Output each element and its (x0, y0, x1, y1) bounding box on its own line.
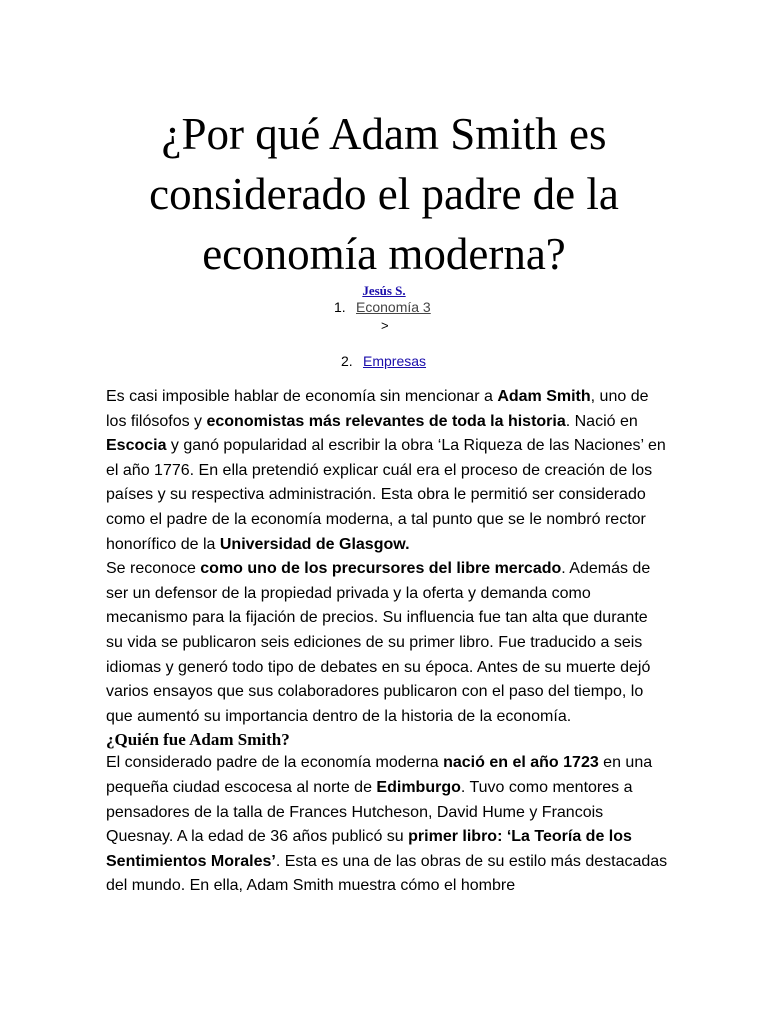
breadcrumb-link-economia[interactable]: Economía 3 (356, 299, 431, 315)
text-run: . Esta es una de las obras de su estilo más destacadas del mundo. En ella, Adam Smith muestra cómo el hombre (106, 852, 668, 895)
text-run: y ganó popularidad al escribir la obra ‘La Riqueza de las Naciones’ en el año 1776. En ella pretendió explicar cuál era el proceso de creación de los países y su respectiva administración. Esta obra le permitió ser considerado como el padre de la economía moderna, a tal punto que se le nombró rector honorífico de la (106, 437, 666, 553)
text-run: . Además de ser un defensor de la propiedad privada y la oferta y demanda como mecanismo para la fijación de precios. Su influencia fue tan alta que durante su vida se publicaron seis ediciones de su primer libro. Fue traducido a seis idiomas y generó todo tipo de debates en su época. Antes de su muerte dejó varios ensayos que sus colaboradores publicaron con el paso del tiempo, lo que aumentó su importancia dentro de la historia de la economía. (106, 560, 651, 725)
text-run: . Nació en (565, 412, 638, 430)
paragraph-intro (106, 385, 668, 557)
text-run: . Tuvo como mentores a pensadores de la talla de Frances Hutcheson, David Hume y Francois Quesnay. A la edad de 36 años publicó su (106, 778, 633, 846)
paragraph-biography (106, 751, 668, 899)
breadcrumb-item-economia (334, 299, 431, 315)
paragraph-free-market (106, 557, 668, 729)
bold-run: economistas más relevantes de toda la historia (206, 412, 566, 430)
text-run: Se reconoce (106, 560, 201, 578)
breadcrumb-item-empresas (341, 353, 426, 369)
page-title: ¿Por qué Adam Smith es considerado el padre de la economía moderna? (149, 109, 619, 279)
article-body (106, 385, 668, 899)
text-run: El considerado padre de la economía moderna (106, 754, 444, 772)
bold-run: nació en el año 1723 (443, 754, 599, 772)
text-run: , uno de los filósofos y (106, 388, 649, 430)
section-heading: ¿Quién fue Adam Smith? (106, 730, 290, 750)
bold-run: primer libro: ‘La Teoría de los Sentimientos Morales’ (106, 828, 632, 870)
bold-run: Edimburgo (376, 778, 461, 796)
bold-run: como uno de los precursores del libre mercado (200, 560, 562, 578)
chevron-right-icon: > (381, 318, 389, 333)
text-run: en una pequeña ciudad escocesa al norte de (106, 754, 653, 796)
breadcrumb-number: 2. (341, 353, 353, 369)
bold-run: Universidad de Glasgow. (219, 535, 410, 553)
breadcrumb-number: 1. (334, 299, 346, 315)
author-link[interactable]: Jesús S. (362, 283, 406, 298)
breadcrumb-link-empresas[interactable]: Empresas (363, 353, 427, 369)
text-run: Es casi imposible hablar de economía sin mencionar a (106, 388, 498, 405)
author-byline (0, 283, 768, 299)
bold-run: Adam Smith (497, 388, 591, 405)
bold-run: Escocia (106, 437, 167, 455)
